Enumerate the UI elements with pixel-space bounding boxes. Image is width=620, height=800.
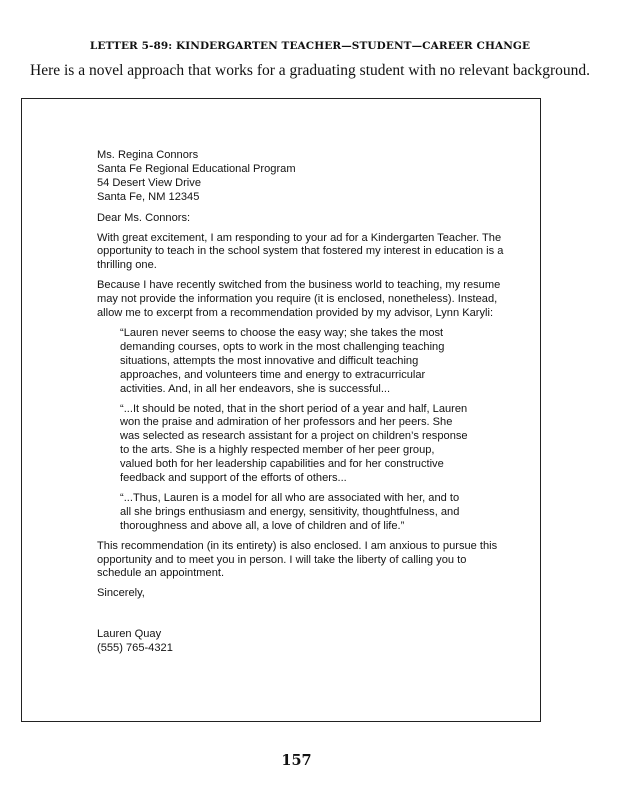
recipient-city: Santa Fe, NM 12345 bbox=[97, 190, 200, 203]
quote-second: “...It should be noted, that in the short period of a year and half, Lauren won the praise and admiration of her professors and her peers. She was selected as research assistant for a project on children’s response to the arts. She is a highly respected member of her peer group, valued both for her leadership capabilities and for her constructive feedback and support of the efforts of others... bbox=[120, 402, 468, 485]
sender-block bbox=[97, 628, 507, 656]
signature-space bbox=[97, 607, 507, 628]
letter-body bbox=[97, 149, 507, 656]
sender-phone: (555) 765-4321 bbox=[97, 642, 173, 655]
quote-third: “...Thus, Lauren is a model for all who are associated with her, and to all she brings enthusiasm and energy, sensitivity, thoughtfulness, and thoroughness and above all, a love of children and of life.” bbox=[120, 491, 460, 532]
paragraph-background: Because I have recently switched from the business world to teaching, my resume may not provide the information you require (it is enclosed, nonetheless). Instead, allow me to excerpt from a recommendation provided by my advisor, Lynn Karyli: bbox=[97, 279, 501, 320]
intro-text: Here is a novel approach that works for a graduating student with no relevant background. bbox=[30, 62, 590, 79]
closing: Sincerely, bbox=[97, 587, 145, 600]
letter-frame bbox=[21, 98, 541, 722]
recipient-organization: Santa Fe Regional Educational Program bbox=[97, 162, 296, 175]
page-number: 157 bbox=[281, 752, 312, 769]
paragraph-opening: With great excitement, I am responding to your ad for a Kindergarten Teacher. The opportunity to teach in the school system that fostered my interest in education is a thrilling one. bbox=[97, 231, 504, 272]
paragraph-closing: This recommendation (in its entirety) is also enclosed. I am anxious to pursue this opportunity and to meet you in person. I will take the liberty of calling you to schedule an appointment. bbox=[97, 539, 498, 580]
quote-first: “Lauren never seems to choose the easy way; she takes the most demanding courses, opts to work in the most challenging teaching situations, attempts the most innovative and difficult teaching approaches, and volunteers time and energy to extracurricular activities. And, in all her endeavors, she is successful... bbox=[120, 326, 445, 395]
recipient-name: Ms. Regina Connors bbox=[97, 149, 199, 161]
page-heading: LETTER 5-89: KINDERGARTEN TEACHER—STUDENT—CAREER CHANGE bbox=[89, 40, 531, 52]
salutation: Dear Ms. Connors: bbox=[97, 211, 191, 224]
sender-name: Lauren Quay bbox=[97, 628, 162, 641]
recipient-street: 54 Desert View Drive bbox=[97, 176, 201, 189]
recipient-address bbox=[97, 149, 507, 205]
